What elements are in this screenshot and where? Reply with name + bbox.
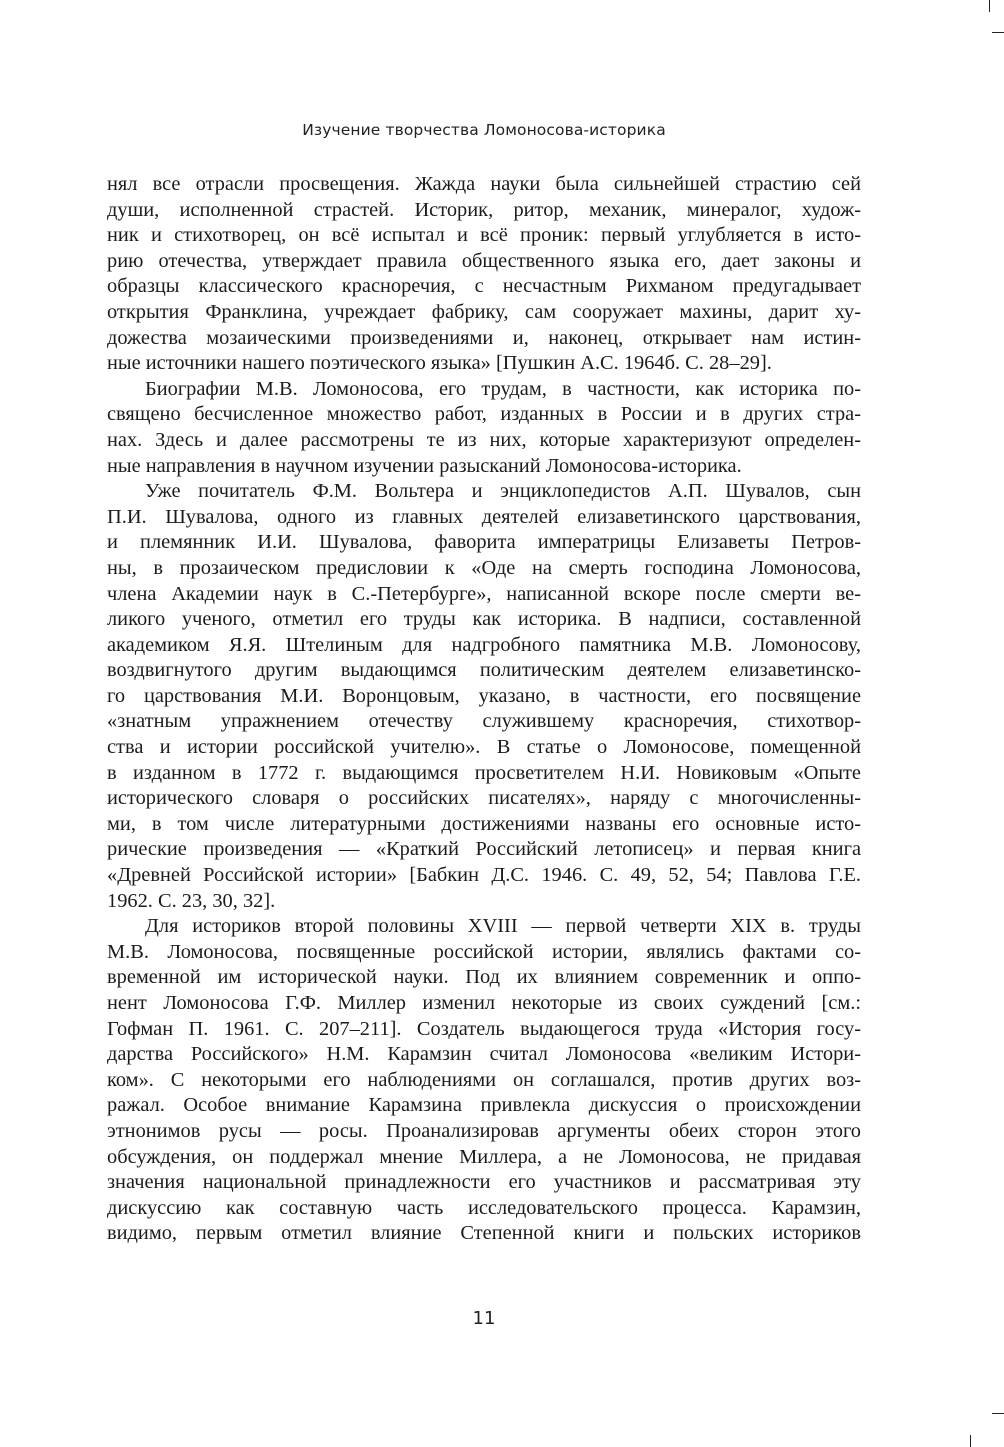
text-line: дарства Российского» Н.М. Карамзин считал Ломоносова «великим Истори-	[107, 1043, 861, 1066]
text-line: академиком Я.Я. Штелиным для надгробного памятника М.В. Ломоносову,	[107, 633, 861, 656]
text-line: значения национальной принадлежности его участников и рассматривая эту	[107, 1171, 861, 1194]
text-line: обсуждения, он поддержал мнение Миллера, а не Ломоносова, не придавая	[107, 1145, 861, 1168]
text-line: нент Ломоносова Г.Ф. Миллер изменил некоторые из своих суждений [см.:	[107, 992, 861, 1014]
text-line: Гофман П. 1961. С. 207–211]. Создатель выдающегося труда «История госу-	[107, 1017, 861, 1040]
text-line: воздвигнутого другим выдающимся политическим деятелем елизаветинско-	[107, 659, 861, 682]
text-line: и племянник И.И. Шувалова, фаворита императрицы Елизаветы Петров-	[107, 531, 861, 554]
crop-mark-top-right	[989, 0, 990, 12]
text-line: дискуссию как составную часть исследовательского процесса. Карамзин,	[107, 1196, 861, 1219]
text-line: дожества мозаическими произведениями и, наконец, открывает нам истин-	[107, 326, 861, 349]
page-number: 11	[472, 1308, 496, 1329]
text-line: ликого ученого, отметил его труды как историка. В надписи, составленной	[107, 608, 861, 631]
text-line: образцы классического красноречия, с несчастным Рихманом предугадывает	[107, 275, 861, 298]
crop-mark-right-top	[992, 32, 1004, 33]
text-line: нял все отрасли просвещения. Жажда науки была сильнейшей страстию сей	[107, 173, 861, 195]
text-line: исторического словаря о российских писателях», наряду с многочисленны-	[107, 787, 861, 810]
running-head: Изучение творчества Ломоносова-историка	[302, 121, 666, 139]
text-line: видимо, первым отметил влияние Степенной книги и польских историков	[107, 1222, 861, 1245]
text-line: Уже почитатель Ф.М. Вольтера и энциклопедистов А.П. Шувалов, сын	[145, 480, 861, 503]
text-line: 1962. С. 23, 30, 32].	[107, 889, 276, 912]
text-line: Для историков второй половины XVIII — первой четверти XIX в. труды	[145, 915, 861, 938]
body-text	[107, 172, 861, 1247]
text-line: «знатным упражнением отечеству служившему красноречия, стихотвор-	[107, 710, 861, 733]
text-line: ства и истории российской учителю». В статье о Ломоносове, помещенной	[107, 736, 861, 759]
text-line: рические произведения — «Краткий Российский летописец» и первая книга	[107, 838, 861, 861]
text-line: П.И. Шувалова, одного из главных деятелей елизаветинского царствования,	[107, 505, 861, 528]
text-line: ные направления в научном изучении разысканий Ломоносова-историка.	[107, 454, 742, 477]
text-line: ком». С некоторыми его наблюдениями он соглашался, против других воз-	[107, 1068, 861, 1091]
text-line: «Древней Российской истории» [Бабкин Д.С. 1946. С. 49, 52, 54; Павлова Г.Е.	[107, 864, 861, 887]
text-line: члена Академии наук в С.-Петербурге», написанной вскоре после смерти ве-	[107, 582, 861, 605]
text-line: этнонимов русы — росы. Проанализировав аргументы обеих сторон этого	[107, 1119, 861, 1142]
text-line: священо бесчисленное множество работ, изданных в России и в других стра-	[107, 403, 861, 426]
text-line: в изданном в 1772 г. выдающимся просветителем Н.И. Новиковым «Опыте	[107, 761, 861, 784]
text-line: Биографии М.В. Ломоносова, его трудам, в частности, как историка по-	[145, 377, 861, 400]
text-line: ми, в том числе литературными достижениями названы его основные исто-	[107, 812, 861, 835]
text-line: ражал. Особое внимание Карамзина привлекла дискуссия о происхождении	[107, 1094, 861, 1117]
text-line: открытия Франклина, учреждает фабрику, сам сооружает махины, дарит ху-	[107, 300, 861, 323]
text-line: ны, в прозаическом предисловии к «Оде на смерть господина Ломоносова,	[107, 556, 861, 579]
text-line: рию отечества, утверждает правила общественного языка его, дает законы и	[107, 249, 861, 272]
text-line: души, исполненной страстей. Историк, ритор, механик, минералог, худож-	[107, 198, 861, 221]
text-line: ные источники нашего поэтического языка» [Пушкин А.С. 1964б. С. 28–29].	[107, 352, 772, 375]
text-line: М.В. Ломоносова, посвященные российской истории, являлись фактами со-	[107, 940, 861, 963]
crop-mark-bottom-right	[970, 1435, 971, 1447]
text-line: го царствования М.И. Воронцовым, указано, в частности, его посвящение	[107, 684, 861, 707]
crop-mark-right-bottom	[992, 1413, 1004, 1414]
text-line: временной им исторической науки. Под их влиянием современник и оппо-	[107, 966, 861, 989]
text-line: ник и стихотворец, он всё испытал и всё проник: первый углубляется в исто-	[107, 224, 861, 247]
text-line: нах. Здесь и далее рассмотрены те из них, которые характеризуют определен-	[107, 428, 861, 451]
